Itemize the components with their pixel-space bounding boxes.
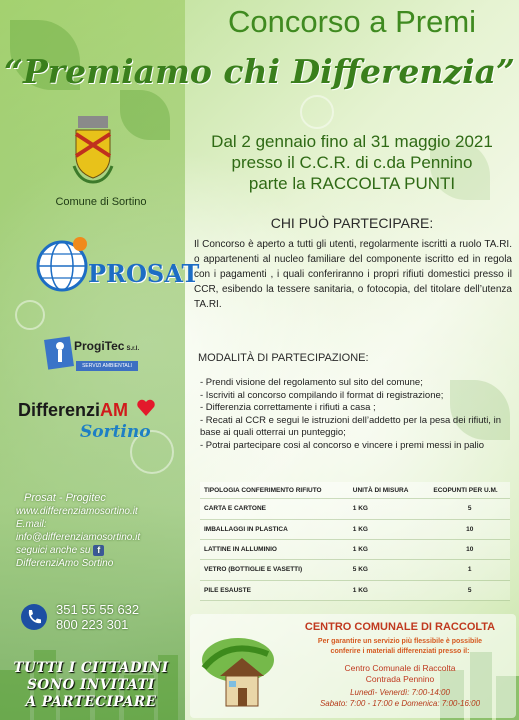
list-item: - Iscriviti al concorso compilando il format di registrazione; [200,389,444,401]
invite-line: SONO INVITATI [27,677,155,693]
ccr-subtitle-line: Per garantire un servizio più flessibile è possibile [317,638,483,645]
ccr-subtitle-line: conferire i materiali differenziati presso il: [330,648,470,655]
participation-heading: MODALITÀ DI PARTECIPAZIONE: [198,352,369,364]
phone-numbers [56,602,139,632]
ccr-address [287,663,513,685]
email-label: E.mail: [16,519,47,530]
table-cell: 5 [429,580,510,600]
table-cell: 1 KG [349,519,430,539]
green-house-icon [198,632,286,712]
column-header: ECOPUNTI PER U.M. [429,482,510,499]
participation-list [200,377,512,452]
table-cell: LATTINE IN ALLUMINIO [200,539,349,559]
table-cell: 10 [429,519,510,539]
ccr-hours-weekend: Sabato: 7:00 - 17:00 e Domenica: 7:00-16:00 [319,699,481,708]
ccr-subtitle [287,637,513,657]
phone-number-mobile[interactable]: 351 55 55 632 [56,602,140,617]
heart-icon [136,398,156,418]
background-bubble [15,300,45,330]
table-header-row [200,482,510,499]
phone-icon [20,602,48,632]
table-cell: 5 KG [349,560,430,580]
page-title: Concorso a Premi [227,4,477,39]
invite-message [4,660,178,711]
table-row [200,539,510,559]
ccr-place: Contrada Pennino [365,674,435,684]
who-can-participate-heading: CHI PUÒ PARTECIPARE: [270,215,434,231]
contest-dates [185,131,519,194]
table-row [200,499,510,519]
prosat-logo-text: PROSAT [88,259,200,288]
dates-line: parte la RACCOLTA PUNTI [248,174,456,193]
column-header: UNITÀ DI MISURA [349,482,430,499]
email-link[interactable]: info@differenziamosortino.it [16,532,141,543]
table-cell: VETRO (BOTTIGLIE E VASETTI) [200,560,349,580]
who-can-participate-text: Il Concorso è aperto a tutti gli utenti, regolarmente iscritti a ruolo TA.RI. o appartenenti al nucleo familiare del componente iscritto ed in regola con i pagamenti , i quali conferiranno i propri rifiuti domestici presso il CCR, esibendo la tessere sanitaria, o fotocopia, del titolare dell’utenza TA.RI. [194,239,512,310]
contacts-block [16,492,186,570]
contacts-heading: Prosat - Progitec [24,492,106,504]
contest-slogan: “Premiamo chi Differenzia” [3,52,515,91]
table-cell: CARTA E CARTONE [200,499,349,519]
table-cell: 1 KG [349,499,430,519]
table-cell: 10 [429,539,510,559]
invite-line: A PARTECIPARE [25,694,157,710]
differenziamo-logo [18,400,178,442]
sortino-text: Sortino [80,422,151,442]
background-bubble [300,95,334,129]
table-cell: 1 KG [349,539,430,559]
table-row [200,560,510,580]
differenziamo-am-text: AM [100,400,129,420]
table-cell: IMBALLAGGI IN PLASTICA [200,519,349,539]
table-row [200,519,510,539]
ccr-hours-weekday: Lunedì- Venerdì: 7:00-14:00 [350,688,450,697]
follow-text: seguici anche su [16,545,91,556]
website-link[interactable]: www.differenziamosortino.it [16,506,138,517]
comune-label: Comune di Sortino [55,196,147,208]
ecopoints-table [200,482,510,601]
facebook-icon[interactable]: f [93,545,104,556]
dates-line: Dal 2 gennaio fino al 31 maggio 2021 [211,132,493,151]
table-row [200,580,510,600]
ccr-name: Centro Comunale di Raccolta [344,663,456,673]
list-item: - Differenzia correttamente i rifiuti a casa ; [200,402,376,413]
table-cell: 5 [429,499,510,519]
progitec-logo-text: ProgiTec S.r.l. [74,339,140,353]
phone-number-tollfree[interactable]: 800 223 301 [56,617,129,632]
list-item: - Recati al CCR e segui le istruzioni dell’addetto per la pesa dei rifiuti, in base ai quali otterrai un punteggio; [200,414,501,438]
differenziamo-text: Differenzi [18,400,101,420]
table-cell: 1 KG [349,580,430,600]
table-cell: PILE ESAUSTE [200,580,349,600]
invite-line: TUTTI I CITTADINI [13,660,169,676]
progitec-tagline: SERVIZI AMBIENTALI [76,361,138,371]
follow-line [16,544,186,557]
dates-line: presso il C.C.R. di c.da Pennino [231,153,473,172]
coat-of-arms-icon [70,116,116,186]
list-item: - Prendi visione del regolamento sul sito del comune; [200,377,423,388]
facebook-page-name: DifferenziAmo Sortino [16,558,114,569]
ccr-title: CENTRO COMUNALE DI RACCOLTA [304,621,496,633]
ccr-opening-hours [287,687,513,709]
column-header: TIPOLOGIA CONFERIMENTO RIFIUTO [200,482,349,499]
list-item: - Potrai partecipare cosi al concorso e vincere i premi messi in palio [200,439,485,451]
table-cell: 1 [429,560,510,580]
